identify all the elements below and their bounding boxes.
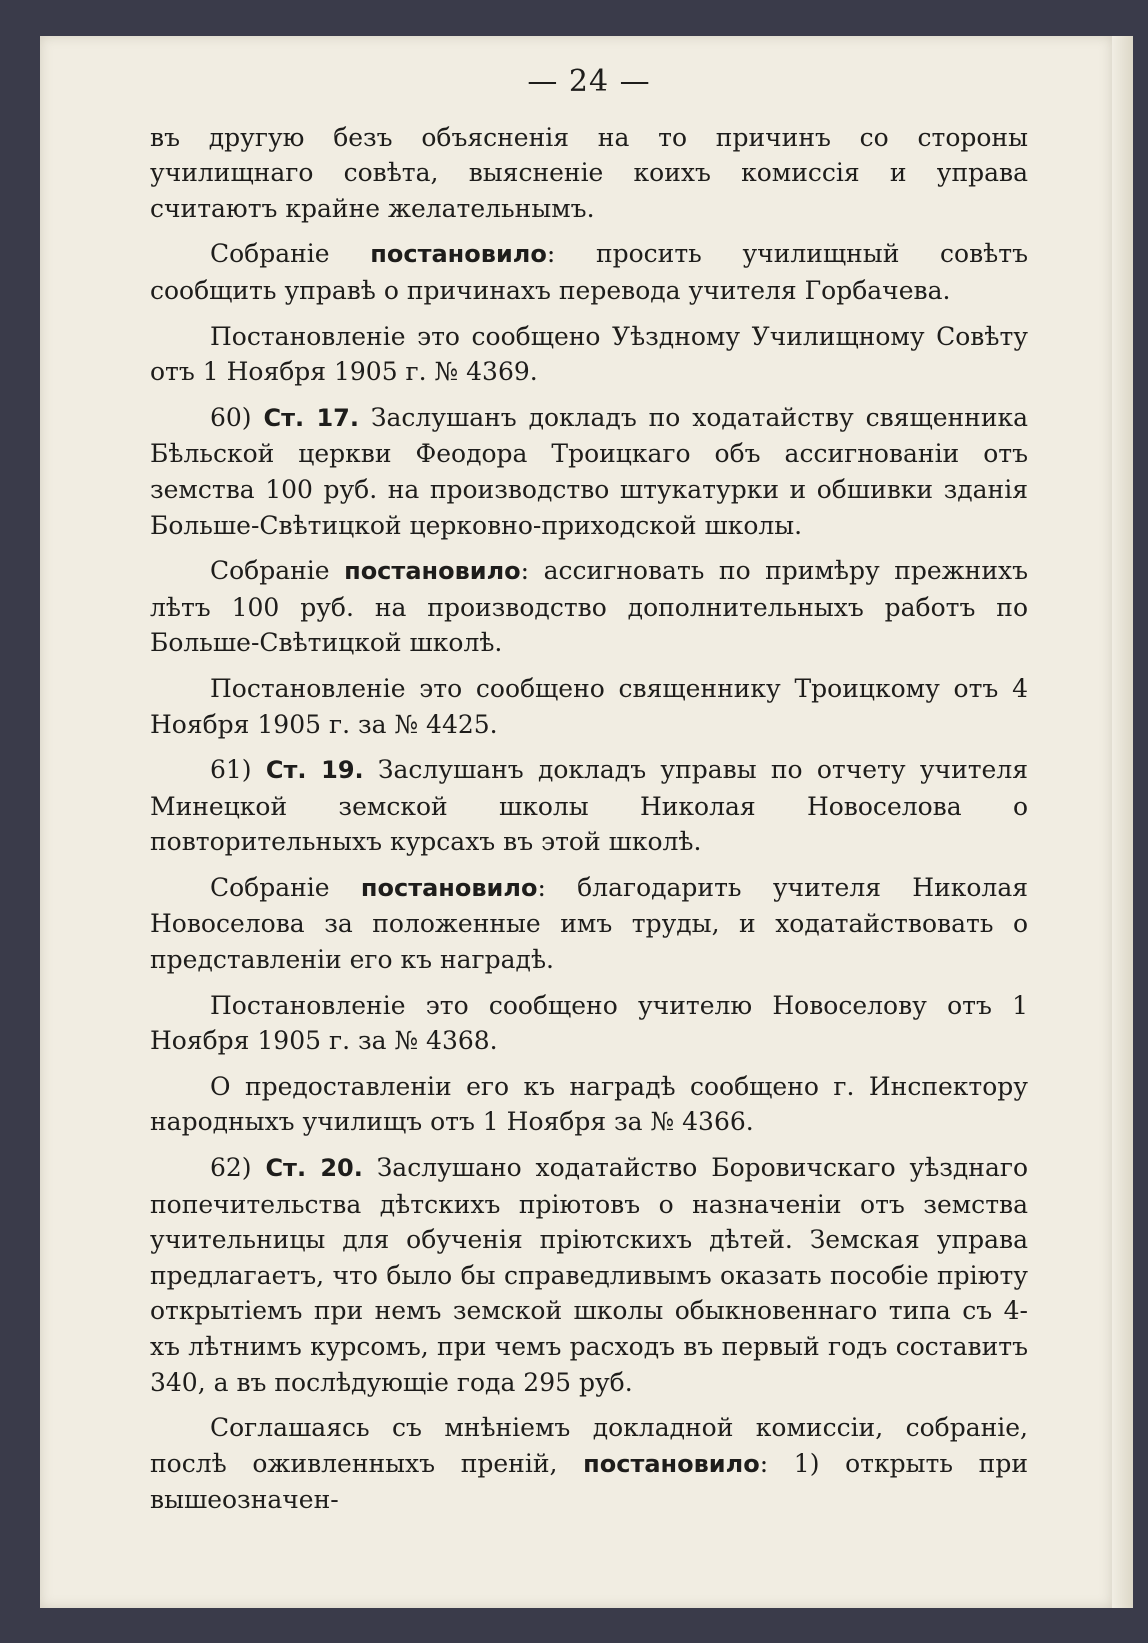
item-number: 61) (210, 755, 266, 785)
paragraph-resolution (150, 236, 1028, 308)
paragraph-resolution (150, 553, 1028, 661)
paragraph-resolution (150, 1410, 1028, 1518)
article-reference: Ст. 20. (265, 1154, 363, 1183)
paragraph-resolution (150, 870, 1028, 978)
item-number: 62) (210, 1153, 266, 1183)
paragraph-item-61 (150, 752, 1028, 860)
paragraph-text-post: : благодарить учителя Николая Новоселова за положенные имъ труды, и ходатайствовать о представленіи его къ наградѣ. (150, 872, 1028, 975)
paragraph-item-62 (150, 1150, 1028, 1400)
paragraph-text-pre: Соглашаясь съ мнѣніемъ докладной комиссіи, собраніе, послѣ оживленныхъ преній, (150, 1413, 1028, 1478)
resolution-keyword: постановило (344, 557, 521, 586)
paragraph-text: Постановленіе это сообщено Уѣздному Училищному Совѣту отъ 1 Ноября 1905 г. № 4369. (150, 321, 1028, 387)
article-reference: Ст. 17. (263, 403, 359, 432)
paragraph-text: въ другую безъ объясненія на то причинъ со стороны училищнаго совѣта, выясненіе коихъ комиссія и управа считаютъ крайне желательнымъ. (150, 122, 1028, 223)
page-body (150, 58, 1028, 1528)
paragraph-continuation (150, 120, 1028, 227)
paragraph-text-post: Заслушанъ докладъ управы по отчету учителя Минецкой земской школы Николая Новоселова о повторительныхъ курсахъ въ этой школѣ. (150, 755, 1029, 857)
paragraph-notice (150, 671, 1028, 742)
paragraph-text: О предоставленіи его къ наградѣ сообщено г. Инспектору народныхъ училищъ отъ 1 Ноября за № 4366. (150, 1071, 1028, 1137)
paragraph-text-pre: Собраніе (210, 556, 345, 586)
paragraph-text-post: Заслушано ходатайство Боровичскаго уѣзднаго попечительства дѣтскихъ пріютовъ о назначеніи отъ земства учительницы для обученія пріютскихъ дѣтей. Земская управа предлагаетъ, что было бы справедливымъ оказать пособіе пріюту открытіемъ при немъ земской школы обыкновеннаго типа съ 4-хъ лѣтнимъ курсомъ, при чемъ расходъ въ первый годъ составитъ 340, а въ послѣдующіе года 295 руб. (150, 1153, 1029, 1397)
paragraph-item-60 (150, 400, 1028, 543)
paragraph-text: Постановленіе это сообщено учителю Новоселову отъ 1 Ноября 1905 г. за № 4368. (150, 990, 1028, 1056)
page-number: — 24 — (527, 64, 651, 99)
resolution-keyword: постановило (370, 240, 547, 269)
paragraph-notice (150, 319, 1028, 390)
paragraph-text-post: : ассигновать по примѣру прежнихъ лѣтъ 100 руб. на производство дополнительныхъ работъ по Больше-Свѣтицкой школѣ. (150, 556, 1028, 658)
paragraph-text: Постановленіе это сообщено священнику Троицкому отъ 4 Ноября 1905 г. за № 4425. (150, 673, 1028, 739)
paragraph-text-post: Заслушанъ докладъ по ходатайству священника Бѣльской церкви Феодора Троицкаго объ ассигнованіи отъ земства 100 руб. на производство штукатурки и обшивки зданія Больше-Свѣтицкой церковно-приходской школы. (150, 402, 1029, 540)
article-reference: Ст. 19. (265, 756, 364, 785)
paragraph-text-post: : 1) открыть при вышеозначен- (150, 1448, 1028, 1515)
resolution-keyword: постановило (360, 873, 538, 902)
paragraph-text-pre: Собраніе (210, 239, 371, 269)
paragraph-notice (150, 988, 1028, 1059)
paragraph-notice (150, 1069, 1028, 1140)
paragraph-text-post: : просить училищный совѣтъ сообщить управѣ о причинахъ перевода учителя Горбачева. (150, 239, 1028, 305)
item-number: 60) (210, 402, 264, 432)
resolution-keyword: постановило (583, 1449, 760, 1478)
paragraph-text-pre: Собраніе (210, 872, 361, 902)
